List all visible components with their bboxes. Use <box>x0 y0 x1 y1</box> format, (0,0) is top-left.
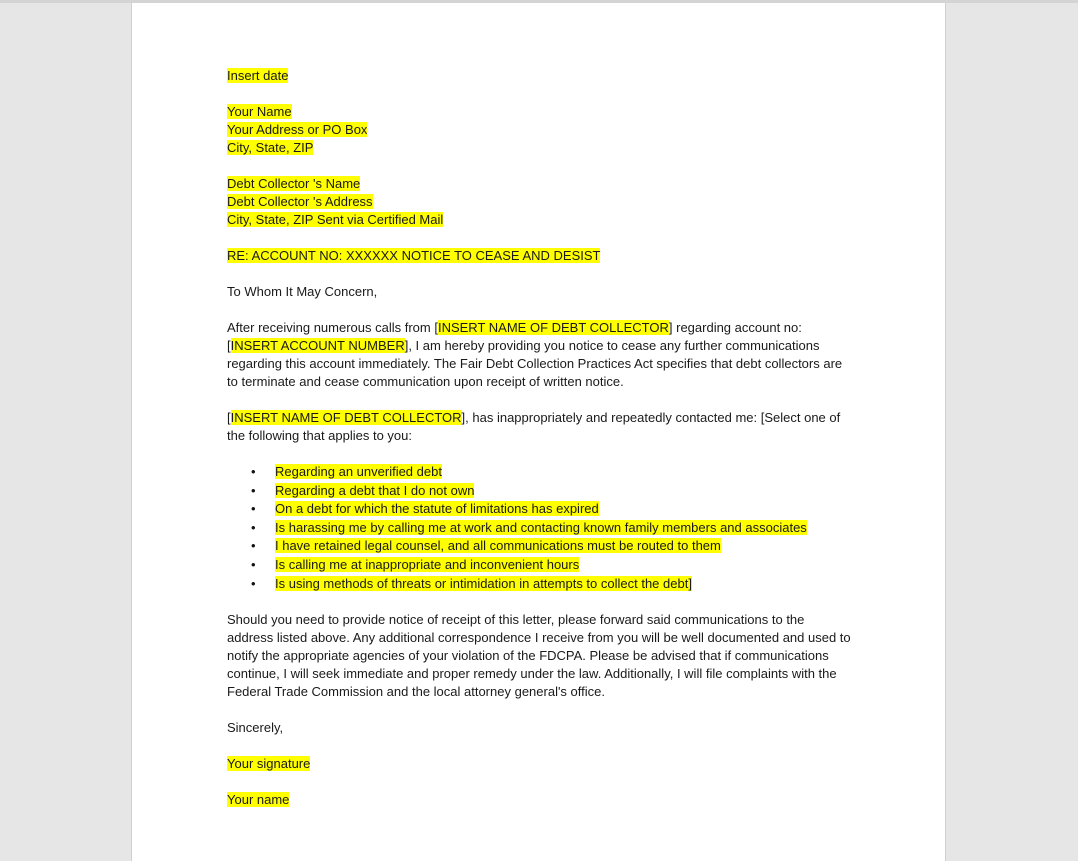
list-item-text: On a debt for which the statute of limitations has expired <box>275 501 599 517</box>
salutation[interactable]: To Whom It May Concern, <box>227 284 378 299</box>
bullet-icon: • <box>251 482 256 498</box>
paragraph-contact[interactable] <box>227 409 852 445</box>
collector-name-placeholder: INSERT NAME OF DEBT COLLECTOR <box>230 410 462 425</box>
sender-city: City, State, ZIP <box>227 140 314 155</box>
applies-list <box>227 463 852 593</box>
blank-line <box>227 301 852 319</box>
bullet-icon: • <box>251 575 256 591</box>
blank-line <box>227 445 852 463</box>
recipient-city-line[interactable] <box>227 211 852 229</box>
recipient-city: City, State, ZIP Sent via Certified Mail <box>227 212 444 227</box>
blank-line <box>227 229 852 247</box>
bullet-icon: • <box>251 464 256 479</box>
list-item-text: I have retained legal counsel, and all communications must be routed to them <box>275 538 721 554</box>
paragraph-notice[interactable] <box>227 319 852 391</box>
account-number-placeholder: INSERT ACCOUNT NUMBER <box>230 338 405 353</box>
blank-line <box>227 737 852 755</box>
name-placeholder: Your name <box>227 792 290 808</box>
paragraph-warning[interactable]: Should you need to provide notice of receipt of this letter, please forward said communications to the address listed above. Any additional correspondence I receive from you will be well documented and used to notify the appropriate agencies of your violation of the FDCPA. Please be advised that if communications continue, I will seek immediate and proper remedy under the law. Additionally, I will file complaints with the Federal Trade Commission and the local attorney general's office. <box>227 612 851 700</box>
signature-placeholder: Your signature <box>227 756 311 772</box>
recipient-name: Debt Collector 's Name <box>227 176 361 191</box>
letter-body[interactable] <box>227 67 852 809</box>
document-page[interactable] <box>131 3 946 861</box>
blank-line <box>227 265 852 283</box>
sender-name: Your Name <box>227 104 292 119</box>
paragraph-text: ], has inappropriately and repeatedly contacted me: [Select one of the following that applies to you: <box>227 410 841 443</box>
subject-text: RE: ACCOUNT NO: XXXXXX NOTICE TO CEASE AND DESIST <box>227 248 601 263</box>
list-item-text: Is using methods of threats or intimidation in attempts to collect the debt] <box>275 575 692 591</box>
bullet-icon: • <box>251 538 256 554</box>
paragraph-text: ] regarding account no: [ <box>227 320 802 353</box>
list-item[interactable] <box>251 575 852 594</box>
bullet-icon: • <box>251 519 256 535</box>
list-item[interactable] <box>251 482 852 501</box>
recipient-name-line[interactable] <box>227 175 852 193</box>
sender-city-line[interactable] <box>227 139 852 157</box>
date-placeholder: Insert date <box>227 68 289 83</box>
date-line[interactable] <box>227 67 852 85</box>
subject-line[interactable] <box>227 247 852 265</box>
collector-name-placeholder: INSERT NAME OF DEBT COLLECTOR <box>437 320 669 335</box>
blank-line <box>227 593 852 611</box>
sender-address-line[interactable] <box>227 121 852 139</box>
blank-line <box>227 701 852 719</box>
signature-line[interactable] <box>227 755 852 773</box>
recipient-address-line[interactable] <box>227 193 852 211</box>
list-item[interactable] <box>251 519 852 538</box>
paragraph-text: [ <box>227 410 231 425</box>
paragraph-text: After receiving numerous calls from [ <box>227 320 438 335</box>
blank-line <box>227 391 852 409</box>
sender-name-line[interactable] <box>227 103 852 121</box>
blank-line <box>227 773 852 791</box>
list-item-text: Regarding an unverified debt <box>275 464 442 479</box>
blank-line <box>227 157 852 175</box>
blank-line <box>227 85 852 103</box>
name-line[interactable] <box>227 791 852 809</box>
bullet-icon: • <box>251 501 256 517</box>
bullet-icon: • <box>251 556 256 572</box>
paragraph-text: ], I am hereby providing you notice to cease any further communications regarding this account immediately. The Fair Debt Collection Practices Act specifies that debt collectors are to terminate and cease communication upon receipt of written notice. <box>227 338 843 389</box>
list-item-text: Is calling me at inappropriate and inconvenient hours <box>275 556 580 572</box>
list-item[interactable] <box>251 537 852 556</box>
sender-address: Your Address or PO Box <box>227 122 368 137</box>
closing[interactable]: Sincerely, <box>227 720 284 736</box>
list-item[interactable] <box>251 500 852 519</box>
list-item[interactable] <box>251 556 852 575</box>
list-item[interactable] <box>251 463 852 482</box>
recipient-address: Debt Collector 's Address <box>227 194 373 209</box>
list-item-text: Regarding a debt that I do not own <box>275 482 475 498</box>
list-item-text: Is harassing me by calling me at work and contacting known family members and associates <box>275 519 807 535</box>
